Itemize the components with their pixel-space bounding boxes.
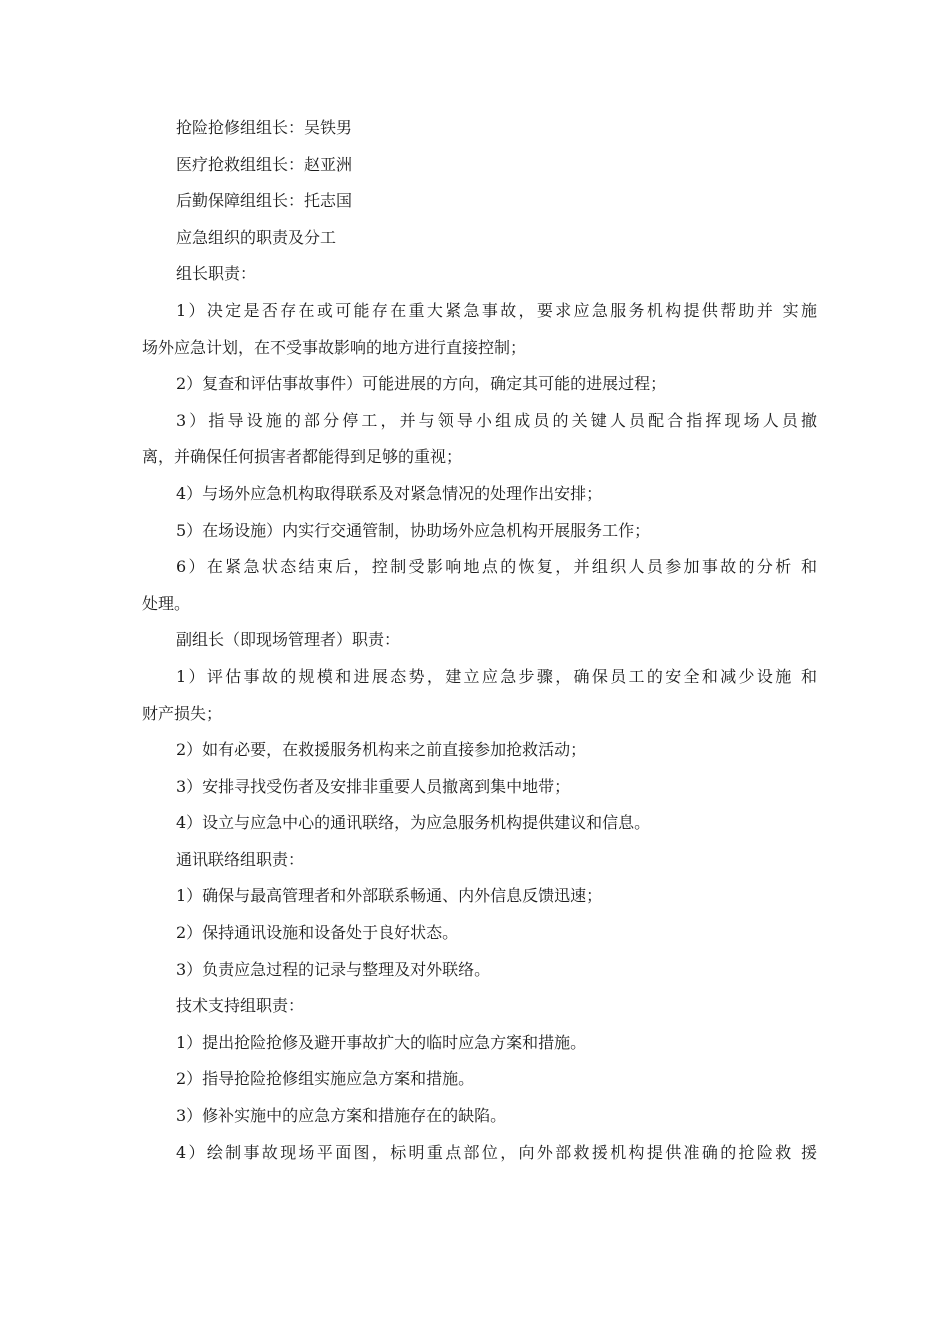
paragraph: 3）修补实施中的应急方案和措施存在的缺陷。: [176, 1106, 507, 1126]
paragraph: 抢险抢修组组长：吴铁男: [176, 118, 353, 137]
paragraph-continuation: 离，并确保任何损害者都能得到足够的重视；: [142, 447, 463, 467]
paragraph: 3）指导设施的部分停工，并与领导小组成员的关键人员配合指挥现场人员撤: [176, 410, 817, 430]
paragraph-continuation: 财产损失；: [142, 703, 223, 723]
section-heading: 组长职责：: [176, 264, 257, 284]
paragraph: 6）在紧急状态结束后，控制受影响地点的恢复，并组织人员参加事故的分析 和: [176, 557, 817, 577]
paragraph-continuation: 场外应急计划，在不受事故影响的地方进行直接控制；: [142, 337, 527, 357]
paragraph: 2）如有必要，在救援服务机构来之前直接参加抢救活动；: [176, 740, 587, 760]
paragraph: 3）安排寻找受伤者及安排非重要人员撤离到集中地带；: [176, 776, 571, 796]
paragraph: 4）与场外应急机构取得联系及对紧急情况的处理作出安排；: [176, 483, 603, 503]
paragraph: 1）决定是否存在或可能存在重大紧急事故，要求应急服务机构提供帮助并 实施: [176, 300, 817, 320]
section-heading: 技术支持组职责：: [176, 996, 305, 1016]
paragraph: 后勤保障组组长：托志国: [176, 191, 353, 211]
section-heading: 应急组织的职责及分工: [176, 227, 337, 247]
paragraph: 2）保持通讯设施和设备处于良好状态。: [176, 923, 459, 943]
paragraph: 4）绘制事故现场平面图，标明重点部位，向外部救援机构提供准确的抢险救 援: [176, 1142, 817, 1162]
paragraph: 1）评估事故的规模和进展态势，建立应急步骤，确保员工的安全和减少设施 和: [176, 666, 817, 686]
paragraph: 2）指导抢险抢修组实施应急方案和措施。: [176, 1069, 475, 1089]
paragraph: 4）设立与应急中心的通讯联络，为应急服务机构提供建议和信息。: [176, 813, 651, 833]
paragraph-continuation: 处理。: [142, 593, 191, 613]
paragraph: 5）在场设施）内实行交通管制，协助场外应急机构开展服务工作；: [176, 520, 651, 540]
paragraph: 2）复查和评估事故事件）可能进展的方向，确定其可能的进展过程；: [176, 374, 667, 394]
paragraph: 3）负责应急过程的记录与整理及对外联络。: [176, 959, 491, 979]
paragraph: 1）确保与最高管理者和外部联系畅通、内外信息反馈迅速；: [176, 886, 603, 906]
section-heading: 通讯联络组职责：: [176, 849, 305, 869]
document-body: [142, 110, 817, 1171]
paragraph: 医疗抢救组组长：赵亚洲: [176, 154, 353, 174]
paragraph: 1）提出抢险抢修及避开事故扩大的临时应急方案和措施。: [176, 1032, 587, 1052]
section-heading: 副组长（即现场管理者）职责：: [176, 630, 401, 650]
